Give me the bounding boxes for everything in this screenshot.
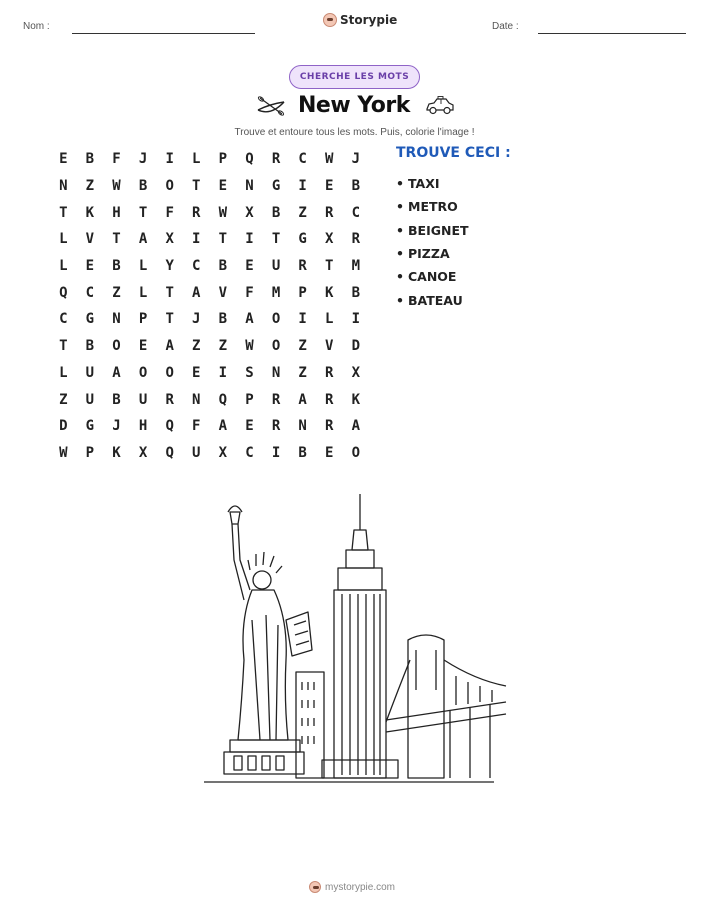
bullet: • (396, 269, 404, 285)
date-label: Date : (492, 21, 519, 32)
grid-letter[interactable]: A (138, 231, 148, 248)
grid-letter[interactable]: Z (85, 178, 95, 195)
grid-row (50, 440, 369, 467)
grid-letter[interactable]: C (192, 258, 201, 275)
grid-letter[interactable]: R (165, 391, 174, 408)
grid-letter[interactable]: F (245, 284, 254, 301)
grid-letter[interactable]: L (325, 311, 334, 328)
grid-letter[interactable]: E (85, 258, 95, 275)
grid-letter[interactable]: H (112, 204, 121, 221)
grid-letter[interactable]: I (298, 178, 307, 195)
word-list (396, 172, 469, 312)
grid-letter[interactable]: B (218, 258, 228, 275)
footer (309, 881, 395, 893)
grid-letter[interactable]: Z (298, 338, 307, 355)
grid-letter[interactable]: R (325, 391, 334, 408)
grid-letter[interactable]: L (59, 231, 68, 248)
grid-letter[interactable]: T (218, 231, 228, 248)
grid-letter[interactable]: V (325, 338, 334, 355)
word-list-item (396, 288, 469, 311)
bullet: • (396, 222, 404, 238)
grid-letter[interactable]: R (271, 151, 281, 168)
grid-letter[interactable]: L (59, 364, 68, 381)
grid-row (50, 413, 369, 440)
grid-letter[interactable]: X (245, 204, 254, 221)
grid-letter[interactable]: D (351, 338, 361, 355)
grid-letter[interactable]: X (138, 444, 148, 461)
grid-row (50, 279, 369, 306)
grid-letter[interactable]: A (165, 338, 174, 355)
brooklyn-bridge-icon (386, 635, 506, 778)
word-label: PIZZA (408, 246, 450, 262)
grid-letter[interactable]: E (59, 151, 68, 168)
grid-letter[interactable]: W (59, 444, 68, 461)
grid-letter[interactable]: K (351, 391, 361, 408)
grid-letter[interactable]: J (351, 151, 361, 168)
grid-letter[interactable]: T (325, 258, 334, 275)
word-label: CANOE (408, 269, 457, 285)
grid-letter[interactable]: V (85, 231, 95, 248)
grid-letter[interactable]: L (138, 284, 148, 301)
grid-letter[interactable]: Z (298, 364, 307, 381)
grid-letter[interactable]: C (245, 444, 254, 461)
grid-letter[interactable]: Q (59, 284, 68, 301)
grid-letter[interactable]: U (85, 391, 95, 408)
grid-row (50, 306, 369, 333)
grid-letter[interactable]: N (112, 311, 121, 328)
grid-letter[interactable]: T (59, 338, 68, 355)
grid-letter[interactable]: C (59, 311, 68, 328)
empire-state-building-icon (322, 494, 398, 778)
grid-letter[interactable]: A (245, 311, 254, 328)
grid-letter[interactable]: U (271, 258, 281, 275)
grid-letter[interactable]: Q (245, 151, 254, 168)
grid-letter[interactable]: T (165, 284, 174, 301)
grid-letter[interactable]: S (245, 364, 254, 381)
grid-letter[interactable]: V (218, 284, 228, 301)
grid-letter[interactable]: N (59, 178, 68, 195)
grid-letter[interactable]: X (165, 231, 174, 248)
grid-letter[interactable]: L (192, 151, 201, 168)
grid-letter[interactable]: R (325, 418, 334, 435)
name-line (72, 33, 255, 34)
grid-row (50, 360, 369, 387)
grid-letter[interactable]: N (192, 391, 201, 408)
grid-letter[interactable]: Q (165, 444, 174, 461)
grid-letter[interactable]: L (59, 258, 68, 275)
grid-letter[interactable]: I (351, 311, 361, 328)
grid-row (50, 199, 369, 226)
grid-letter[interactable]: B (271, 204, 281, 221)
grid-row (50, 226, 369, 253)
grid-letter[interactable]: B (218, 311, 228, 328)
grid-letter[interactable]: Z (218, 338, 228, 355)
grid-letter[interactable]: B (85, 151, 95, 168)
grid-letter[interactable]: A (351, 418, 361, 435)
brand (323, 13, 397, 27)
bullet: • (396, 176, 404, 192)
footer-url: mystorypie.com (325, 881, 396, 893)
grid-letter[interactable]: K (112, 444, 121, 461)
grid-letter[interactable]: G (85, 311, 95, 328)
grid-letter[interactable]: Z (298, 204, 307, 221)
grid-letter[interactable]: K (85, 204, 95, 221)
instructions: Trouve et entoure tous les mots. Puis, colorie l'image ! (234, 127, 475, 138)
bullet: • (396, 199, 404, 215)
grid-letter[interactable]: O (351, 444, 361, 461)
grid-letter[interactable]: B (112, 391, 121, 408)
grid-letter[interactable]: E (192, 364, 201, 381)
grid-letter[interactable]: F (112, 151, 121, 168)
grid-letter[interactable]: A (298, 391, 307, 408)
grid-row (50, 386, 369, 413)
grid-letter[interactable]: T (59, 204, 68, 221)
grid-letter[interactable]: G (298, 231, 307, 248)
word-list-title: TROUVE CECI : (396, 145, 511, 161)
grid-letter[interactable]: R (325, 204, 334, 221)
storypie-logo-icon (309, 881, 321, 893)
grid-letter[interactable]: T (112, 231, 121, 248)
new-york-illustration (200, 490, 510, 786)
grid-letter[interactable]: B (138, 178, 148, 195)
grid-letter[interactable]: R (325, 364, 334, 381)
grid-letter[interactable]: B (298, 444, 307, 461)
word-label: BATEAU (408, 292, 463, 308)
grid-row (50, 146, 369, 173)
grid-letter[interactable]: I (271, 444, 281, 461)
grid-letter[interactable]: O (165, 178, 174, 195)
brand-name: Storypie (340, 13, 398, 27)
grid-letter[interactable]: D (59, 418, 68, 435)
grid-letter[interactable]: O (112, 338, 121, 355)
grid-letter[interactable]: O (165, 364, 174, 381)
grid-letter[interactable]: E (138, 338, 148, 355)
grid-letter[interactable]: U (85, 364, 95, 381)
grid-letter[interactable]: T (138, 204, 148, 221)
grid-letter[interactable]: X (218, 444, 228, 461)
grid-letter[interactable]: Q (165, 418, 174, 435)
grid-letter[interactable]: W (245, 338, 254, 355)
grid-letter[interactable]: E (325, 444, 334, 461)
grid-letter[interactable]: F (165, 204, 174, 221)
word-list-item (396, 195, 469, 218)
grid-letter[interactable]: J (112, 418, 121, 435)
grid-letter[interactable]: E (218, 178, 228, 195)
taxi-icon (424, 96, 456, 116)
grid-letter[interactable]: I (165, 151, 174, 168)
grid-letter[interactable]: X (351, 364, 361, 381)
grid-letter[interactable]: Z (192, 338, 201, 355)
storypie-logo-icon (323, 13, 337, 27)
canoe-icon (256, 94, 286, 118)
grid-letter[interactable]: E (245, 258, 254, 275)
bullet: • (396, 246, 404, 262)
grid-letter[interactable]: B (112, 258, 121, 275)
grid-letter[interactable]: I (192, 231, 201, 248)
word-label: TAXI (408, 176, 440, 192)
grid-letter[interactable]: T (165, 311, 174, 328)
grid-letter[interactable]: O (271, 311, 281, 328)
grid-row (50, 333, 369, 360)
grid-letter[interactable]: P (218, 151, 228, 168)
grid-letter[interactable]: B (351, 284, 361, 301)
grid-letter[interactable]: Q (218, 391, 228, 408)
grid-letter[interactable]: N (298, 418, 307, 435)
grid-letter[interactable]: O (138, 364, 148, 381)
grid-letter[interactable]: N (245, 178, 254, 195)
grid-letter[interactable]: J (138, 151, 148, 168)
grid-letter[interactable]: U (192, 444, 201, 461)
statue-of-liberty-icon (224, 506, 312, 774)
grid-letter[interactable]: F (192, 418, 201, 435)
grid-letter[interactable]: Y (165, 258, 174, 275)
grid-letter[interactable]: R (351, 231, 361, 248)
grid-letter[interactable]: R (298, 258, 307, 275)
grid-letter[interactable]: W (218, 204, 228, 221)
grid-letter[interactable]: R (271, 418, 281, 435)
grid-letter[interactable]: G (85, 418, 95, 435)
grid-letter[interactable]: I (298, 311, 307, 328)
grid-letter[interactable]: U (138, 391, 148, 408)
grid-letter[interactable]: X (325, 231, 334, 248)
grid-letter[interactable]: M (351, 258, 361, 275)
grid-letter[interactable]: E (325, 178, 334, 195)
grid-letter[interactable]: I (245, 231, 254, 248)
grid-letter[interactable]: P (245, 391, 254, 408)
word-list-item (396, 172, 469, 195)
grid-letter[interactable]: R (271, 391, 281, 408)
grid-letter[interactable]: Z (112, 284, 121, 301)
date-line (538, 33, 686, 34)
grid-letter[interactable]: P (138, 311, 148, 328)
grid-row (50, 253, 369, 280)
grid-letter[interactable]: K (325, 284, 334, 301)
word-search-grid[interactable] (50, 146, 369, 466)
word-list-item (396, 219, 469, 242)
grid-letter[interactable]: W (325, 151, 334, 168)
word-label: METRO (408, 199, 458, 215)
word-label: BEIGNET (408, 222, 469, 238)
grid-letter[interactable]: A (218, 418, 228, 435)
grid-letter[interactable]: P (85, 444, 95, 461)
grid-letter[interactable]: L (138, 258, 148, 275)
grid-letter[interactable]: B (351, 178, 361, 195)
grid-letter[interactable]: T (271, 231, 281, 248)
grid-letter[interactable]: E (245, 418, 254, 435)
grid-letter[interactable]: A (192, 284, 201, 301)
bullet: • (396, 292, 404, 308)
grid-letter[interactable]: M (271, 284, 281, 301)
grid-letter[interactable]: B (85, 338, 95, 355)
grid-letter[interactable]: W (112, 178, 121, 195)
word-list-item (396, 265, 469, 288)
grid-letter[interactable]: T (192, 178, 201, 195)
page-title: New York (298, 93, 410, 118)
grid-letter[interactable]: G (271, 178, 281, 195)
grid-letter[interactable]: C (85, 284, 95, 301)
grid-letter[interactable]: A (112, 364, 121, 381)
grid-letter[interactable]: H (138, 418, 148, 435)
grid-letter[interactable]: N (271, 364, 281, 381)
grid-letter[interactable]: O (271, 338, 281, 355)
grid-letter[interactable]: Z (59, 391, 68, 408)
grid-letter[interactable]: R (192, 204, 201, 221)
grid-row (50, 173, 369, 200)
grid-letter[interactable]: I (218, 364, 228, 381)
grid-letter[interactable]: C (351, 204, 361, 221)
grid-letter[interactable]: P (298, 284, 307, 301)
activity-badge: CHERCHE LES MOTS (289, 65, 420, 89)
word-list-item (396, 242, 469, 265)
name-label: Nom : (23, 21, 50, 32)
grid-letter[interactable]: C (298, 151, 307, 168)
grid-letter[interactable]: J (192, 311, 201, 328)
